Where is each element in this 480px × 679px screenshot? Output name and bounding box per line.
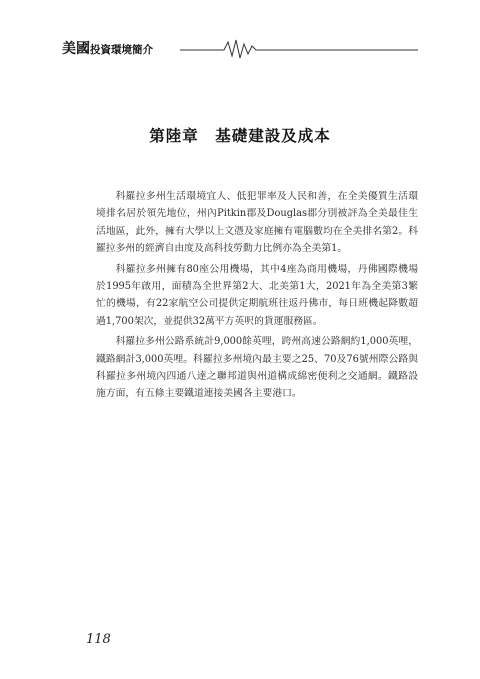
header-title-main: 美國 bbox=[62, 41, 90, 57]
running-header bbox=[62, 36, 418, 60]
paragraph: 科羅拉多州生活環境宜人、低犯罪率及人民和善，在全美優質生活環境排名居於領先地位，州內Pitkin郡及Douglas郡分別被評為全美最佳生活地區，此外，擁有大學以上文憑及家庭擁有電腦數均在全美排名第2。科羅拉多州的經濟自由度及高科技勞動力比例亦為全美第1。 bbox=[96, 191, 418, 254]
paragraph: 科羅拉多州公路系統計9,000餘英哩，跨州高速公路網約1,000英哩，鐵路網計3,000英哩。科羅拉多州境內最主要之25、70及76號州際公路與科羅拉多州境內四通八達之聯邦道與州道構成綿密便利之交通網。鐵路設施方面，有五條主要鐵道連接美國各主要港口。 bbox=[96, 336, 418, 400]
header-title bbox=[62, 38, 153, 58]
body-text bbox=[96, 188, 418, 406]
page-number: 118 bbox=[86, 632, 111, 647]
paragraph: 科羅拉多州擁有80座公用機場，其中4座為商用機場，丹佛國際機場於1995年啟用，面積為全世界第2大、北美第1大，2021年為全美第3繁忙的機場，有22家航空公司提供定期航班往返丹佛市，每日班機起降數超過1,700架次，並提供32萬平方英呎的貨運服務區。 bbox=[96, 263, 418, 327]
chapter-title: 第陸章 基礎建設及成本 bbox=[149, 126, 331, 145]
header-title-sub: 投資環境簡介 bbox=[90, 44, 153, 56]
